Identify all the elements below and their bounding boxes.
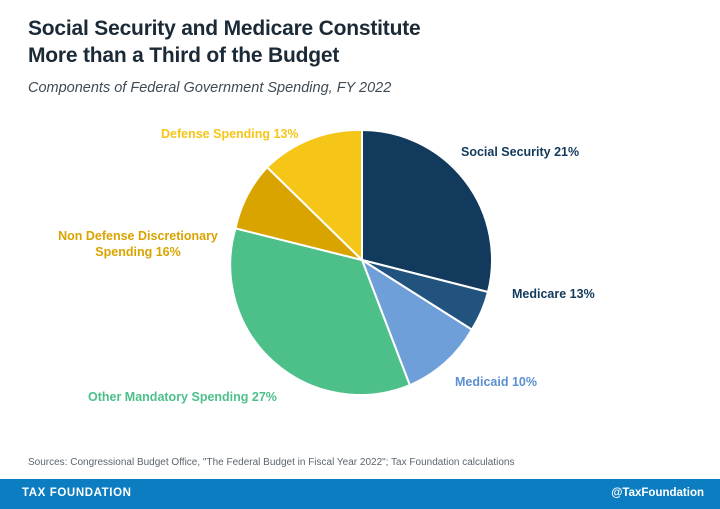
pie-label-medicare: Medicare 13%: [512, 287, 595, 301]
pie-label-non-defense-line-1: Non Defense Discretionary: [58, 229, 218, 243]
pie-label-defense: Defense Spending 13%: [161, 127, 299, 141]
pie-label-social-security: Social Security 21%: [461, 145, 580, 159]
page-title-line-2: More than a Third of the Budget: [28, 43, 340, 67]
page-title: [28, 16, 588, 70]
pie-chart: [228, 126, 496, 394]
sources-note: Sources: Congressional Budget Office, "The Federal Budget in Fiscal Year 2022"; Tax Foundation calculations: [28, 457, 515, 468]
pie-label-other-mandatory: Other Mandatory Spending 27%: [88, 390, 277, 404]
footer-bar: [0, 479, 720, 509]
pie-label-medicaid: Medicaid 10%: [455, 375, 537, 389]
pie-label-non-defense-line-2: Spending 16%: [95, 245, 181, 260]
footer-handle[interactable]: @TaxFoundation: [611, 487, 704, 499]
chart-area: [0, 104, 720, 444]
page-subtitle: Components of Federal Government Spending, FY 2022: [28, 80, 392, 96]
footer-brand: TAX FOUNDATION: [22, 487, 132, 499]
pie-chart-svg: [228, 126, 496, 394]
page-title-line-1: Social Security and Medicare Constitute: [28, 17, 421, 40]
pie-label-non-defense-discretionary: [52, 228, 224, 261]
